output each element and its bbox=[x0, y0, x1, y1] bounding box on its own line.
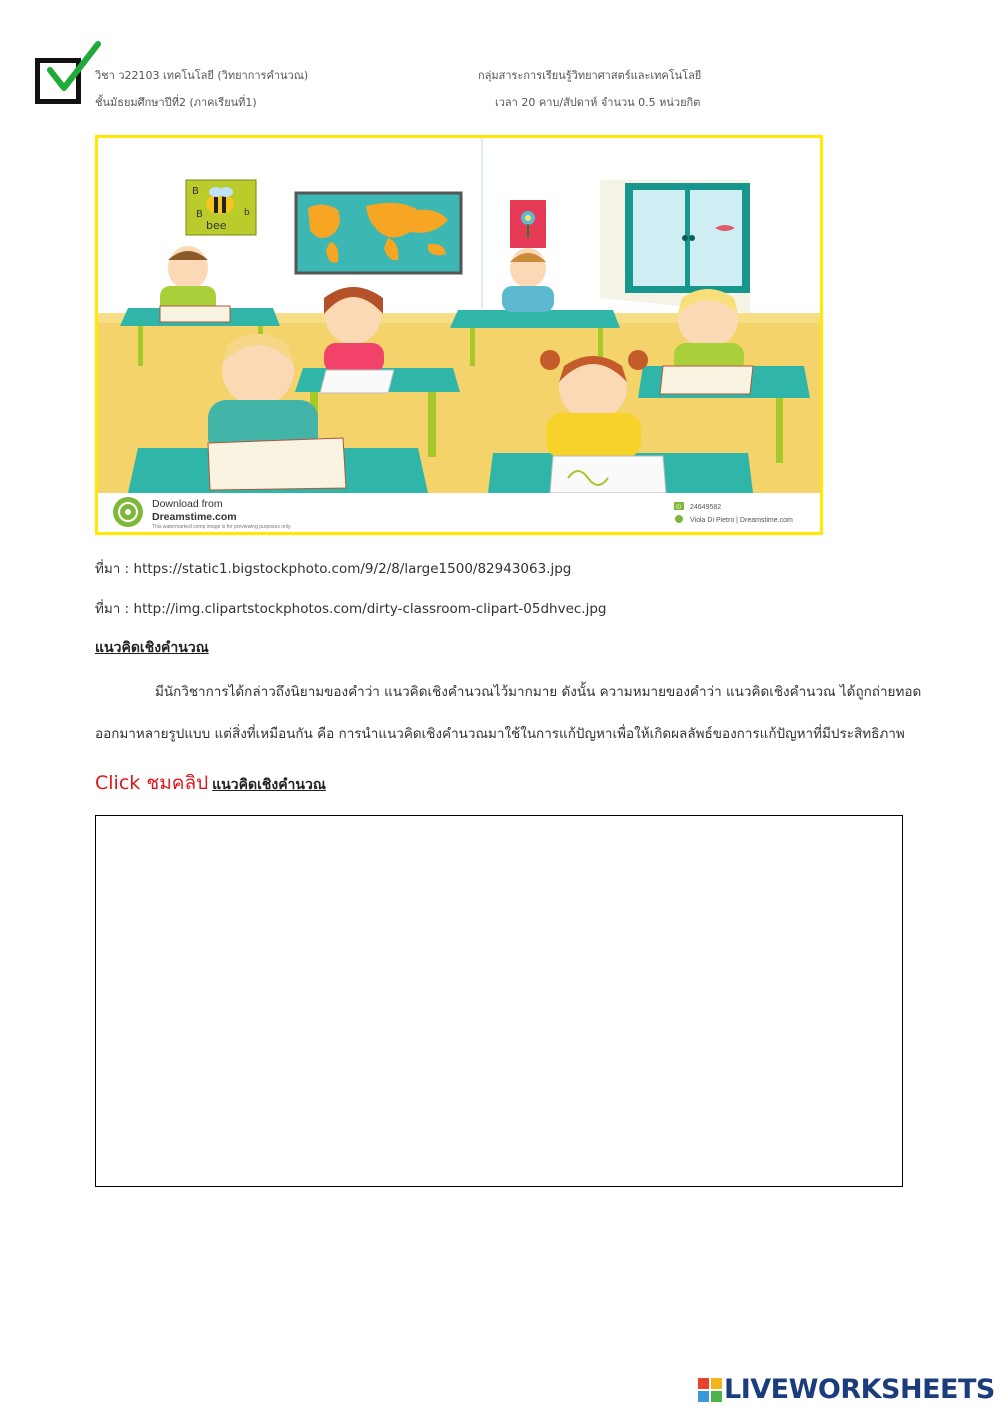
liveworksheets-name: LIVEWORKSHEETS bbox=[724, 1374, 995, 1405]
section-heading: แนวคิดเชิงคำนวณ bbox=[95, 640, 209, 656]
clip-link[interactable]: แนวคิดเชิงคำนวณ bbox=[212, 777, 326, 793]
liveworksheets-logo-icon bbox=[698, 1378, 722, 1402]
grade-level: ชั้นมัธยมศึกษาปีที่2 (ภาคเรียนที่1) bbox=[95, 96, 257, 109]
department-name: กลุ่มสาระการเรียนรู้วิทยาศาสตร์และเทคโนโลยี bbox=[478, 69, 702, 82]
dreamstime-logo bbox=[113, 497, 143, 527]
svg-text:B: B bbox=[196, 209, 203, 220]
click-label[interactable]: Click ชมคลิป bbox=[95, 772, 209, 794]
paragraph-line-1: มีนักวิชาการได้กล่าวถึงนิยามของคำว่า แนวคิดเชิงคำนวณไว้มากมาย ดังนั้น ความหมายของคำว่า แนวคิดเชิงคำนวณ ได้ถูกถ่ายทอด bbox=[155, 684, 922, 700]
wall-cabinet bbox=[600, 180, 750, 313]
course-hours: เวลา 20 คาบ/สัปดาห์ จำนวน 0.5 หน่วยกิต bbox=[495, 96, 701, 109]
classroom-illustration bbox=[95, 135, 823, 535]
flower-poster bbox=[510, 200, 546, 248]
video-embed-box[interactable] bbox=[95, 815, 903, 1187]
classroom-scene bbox=[98, 138, 820, 532]
svg-text:bee: bee bbox=[206, 219, 227, 232]
world-map bbox=[296, 193, 461, 273]
svg-text:ID: ID bbox=[676, 504, 681, 511]
download-label: Download from bbox=[152, 498, 223, 510]
click-watch-clip[interactable] bbox=[95, 768, 326, 798]
dreamstime-site: Dreamstime.com bbox=[152, 511, 237, 523]
svg-text:b: b bbox=[244, 208, 250, 218]
svg-text:B: B bbox=[192, 186, 199, 197]
bee-poster bbox=[186, 180, 256, 235]
checkmark-icon bbox=[42, 40, 102, 100]
source-line-1: ที่มา : https://static1.bigstockphoto.com/9/2/8/large1500/82943063.jpg bbox=[95, 561, 572, 577]
credit-icon bbox=[675, 515, 683, 523]
image-id: 24649582 bbox=[690, 504, 722, 511]
source-line-2: ที่มา : http://img.clipartstockphotos.com/dirty-classroom-clipart-05dhvec.jpg bbox=[95, 601, 607, 617]
subject-title: วิชา ว22103 เทคโนโลยี (วิทยาการคำนวณ) bbox=[95, 69, 309, 82]
image-credit: Viola Di Pietro | Dreamstime.com bbox=[690, 517, 793, 524]
watermark-disclaimer: This watermarked comp image is for previewing purposes only. bbox=[152, 524, 292, 530]
liveworksheets-brand bbox=[698, 1374, 995, 1410]
paragraph-line-2: ออกมาหลายรูปแบบ แต่สิ่งที่เหมือนกัน คือ การนำแนวคิดเชิงคำนวณมาใช้ในการแก้ปัญหาเพื่อให้เกิดผลลัพธ์ของการแก้ปัญหาที่มีประสิทธิภาพ bbox=[95, 726, 905, 742]
